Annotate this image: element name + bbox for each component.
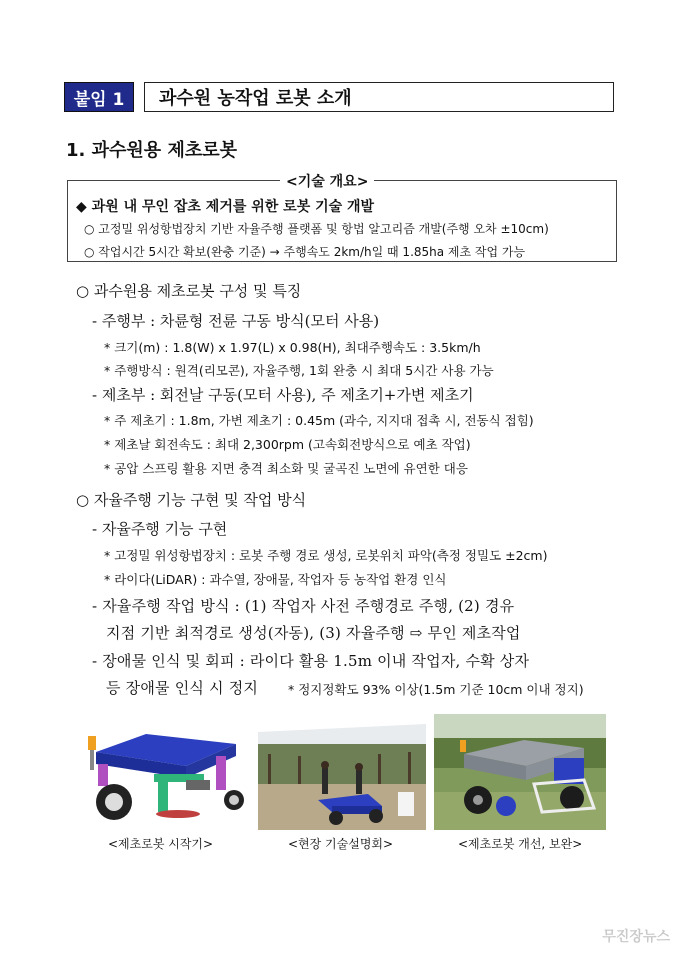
- note-item: * 크기(m) : 1.8(W) x 1.97(L) x 0.98(H), 최대주행속도 : 3.5km/h: [104, 340, 481, 355]
- dash-item: - 자율주행 기능 구현: [92, 520, 228, 538]
- note-item: * 정지정확도 93% 이상(1.5m 기준 10cm 이내 정지): [288, 682, 584, 697]
- overview-title: <기술 개요>: [280, 171, 374, 191]
- image-caption: <현장 기술설명회>: [288, 837, 394, 851]
- attachment-badge: 붙임 1: [64, 82, 134, 112]
- field-demo-image: [258, 714, 426, 830]
- overview-headline: ◆ 과원 내 무인 잡초 제거를 위한 로봇 기술 개발: [76, 199, 375, 215]
- section-title: 1. 과수원용 제초로봇: [66, 140, 237, 161]
- improved-robot-image: [434, 714, 606, 830]
- note-item: * 주 제초기 : 1.8m, 가변 제초기 : 0.45m (과수, 지지대 접촉 시, 전동식 접힘): [104, 413, 534, 428]
- bullet-heading: ○ 과수원용 제초로봇 구성 및 특징: [76, 282, 302, 300]
- image-caption: <제초로봇 시작기>: [108, 837, 214, 851]
- page-title: 과수원 농작업 로봇 소개: [144, 82, 614, 112]
- robot-prototype-image: [76, 714, 248, 830]
- overview-item: ○ 고정밀 위성항법장치 기반 자율주행 플랫폼 및 항법 알고리즘 개발(주행 오차 ±10cm): [84, 222, 549, 236]
- bullet-heading: ○ 자율주행 기능 구현 및 작업 방식: [76, 491, 307, 509]
- note-item: * 주행방식 : 원격(리모콘), 자율주행, 1회 완충 시 최대 5시간 사용 가능: [104, 363, 494, 378]
- image-caption: <제초로봇 개선, 보완>: [458, 837, 583, 851]
- paragraph-line: 등 장애물 인식 시 정지: [106, 679, 259, 697]
- overview-item: ○ 작업시간 5시간 확보(완충 기준) → 주행속도 2km/h일 때 1.85ha 제초 작업 가능: [84, 245, 526, 259]
- note-item: * 라이다(LiDAR) : 과수열, 장애물, 작업자 등 농작업 환경 인식: [104, 572, 447, 587]
- dash-item: - 제초부 : 회전날 구동(모터 사용), 주 제초기+가변 제초기: [92, 386, 474, 404]
- note-item: * 공압 스프링 활용 지면 충격 최소화 및 굴곡진 노면에 유연한 대응: [104, 461, 468, 476]
- note-item: * 고정밀 위성항법장치 : 로봇 주행 경로 생성, 로봇위치 파악(측정 정밀도 ±2cm): [104, 548, 548, 563]
- watermark: 무진장뉴스: [602, 929, 670, 945]
- note-item: * 제초날 회전속도 : 최대 2,300rpm (고속회전방식으로 예초 작업): [104, 437, 471, 452]
- paragraph-line: 지점 기반 최적경로 생성(자동), (3) 자율주행 ⇨ 무인 제초작업: [106, 624, 521, 642]
- paragraph-line: - 자율주행 작업 방식 : (1) 작업자 사전 주행경로 주행, (2) 경유: [92, 597, 515, 615]
- paragraph-line: - 장애물 인식 및 회피 : 라이다 활용 1.5m 이내 작업자, 수확 상자: [92, 652, 530, 670]
- dash-item: - 주행부 : 차륜형 전륜 구동 방식(모터 사용): [92, 312, 380, 330]
